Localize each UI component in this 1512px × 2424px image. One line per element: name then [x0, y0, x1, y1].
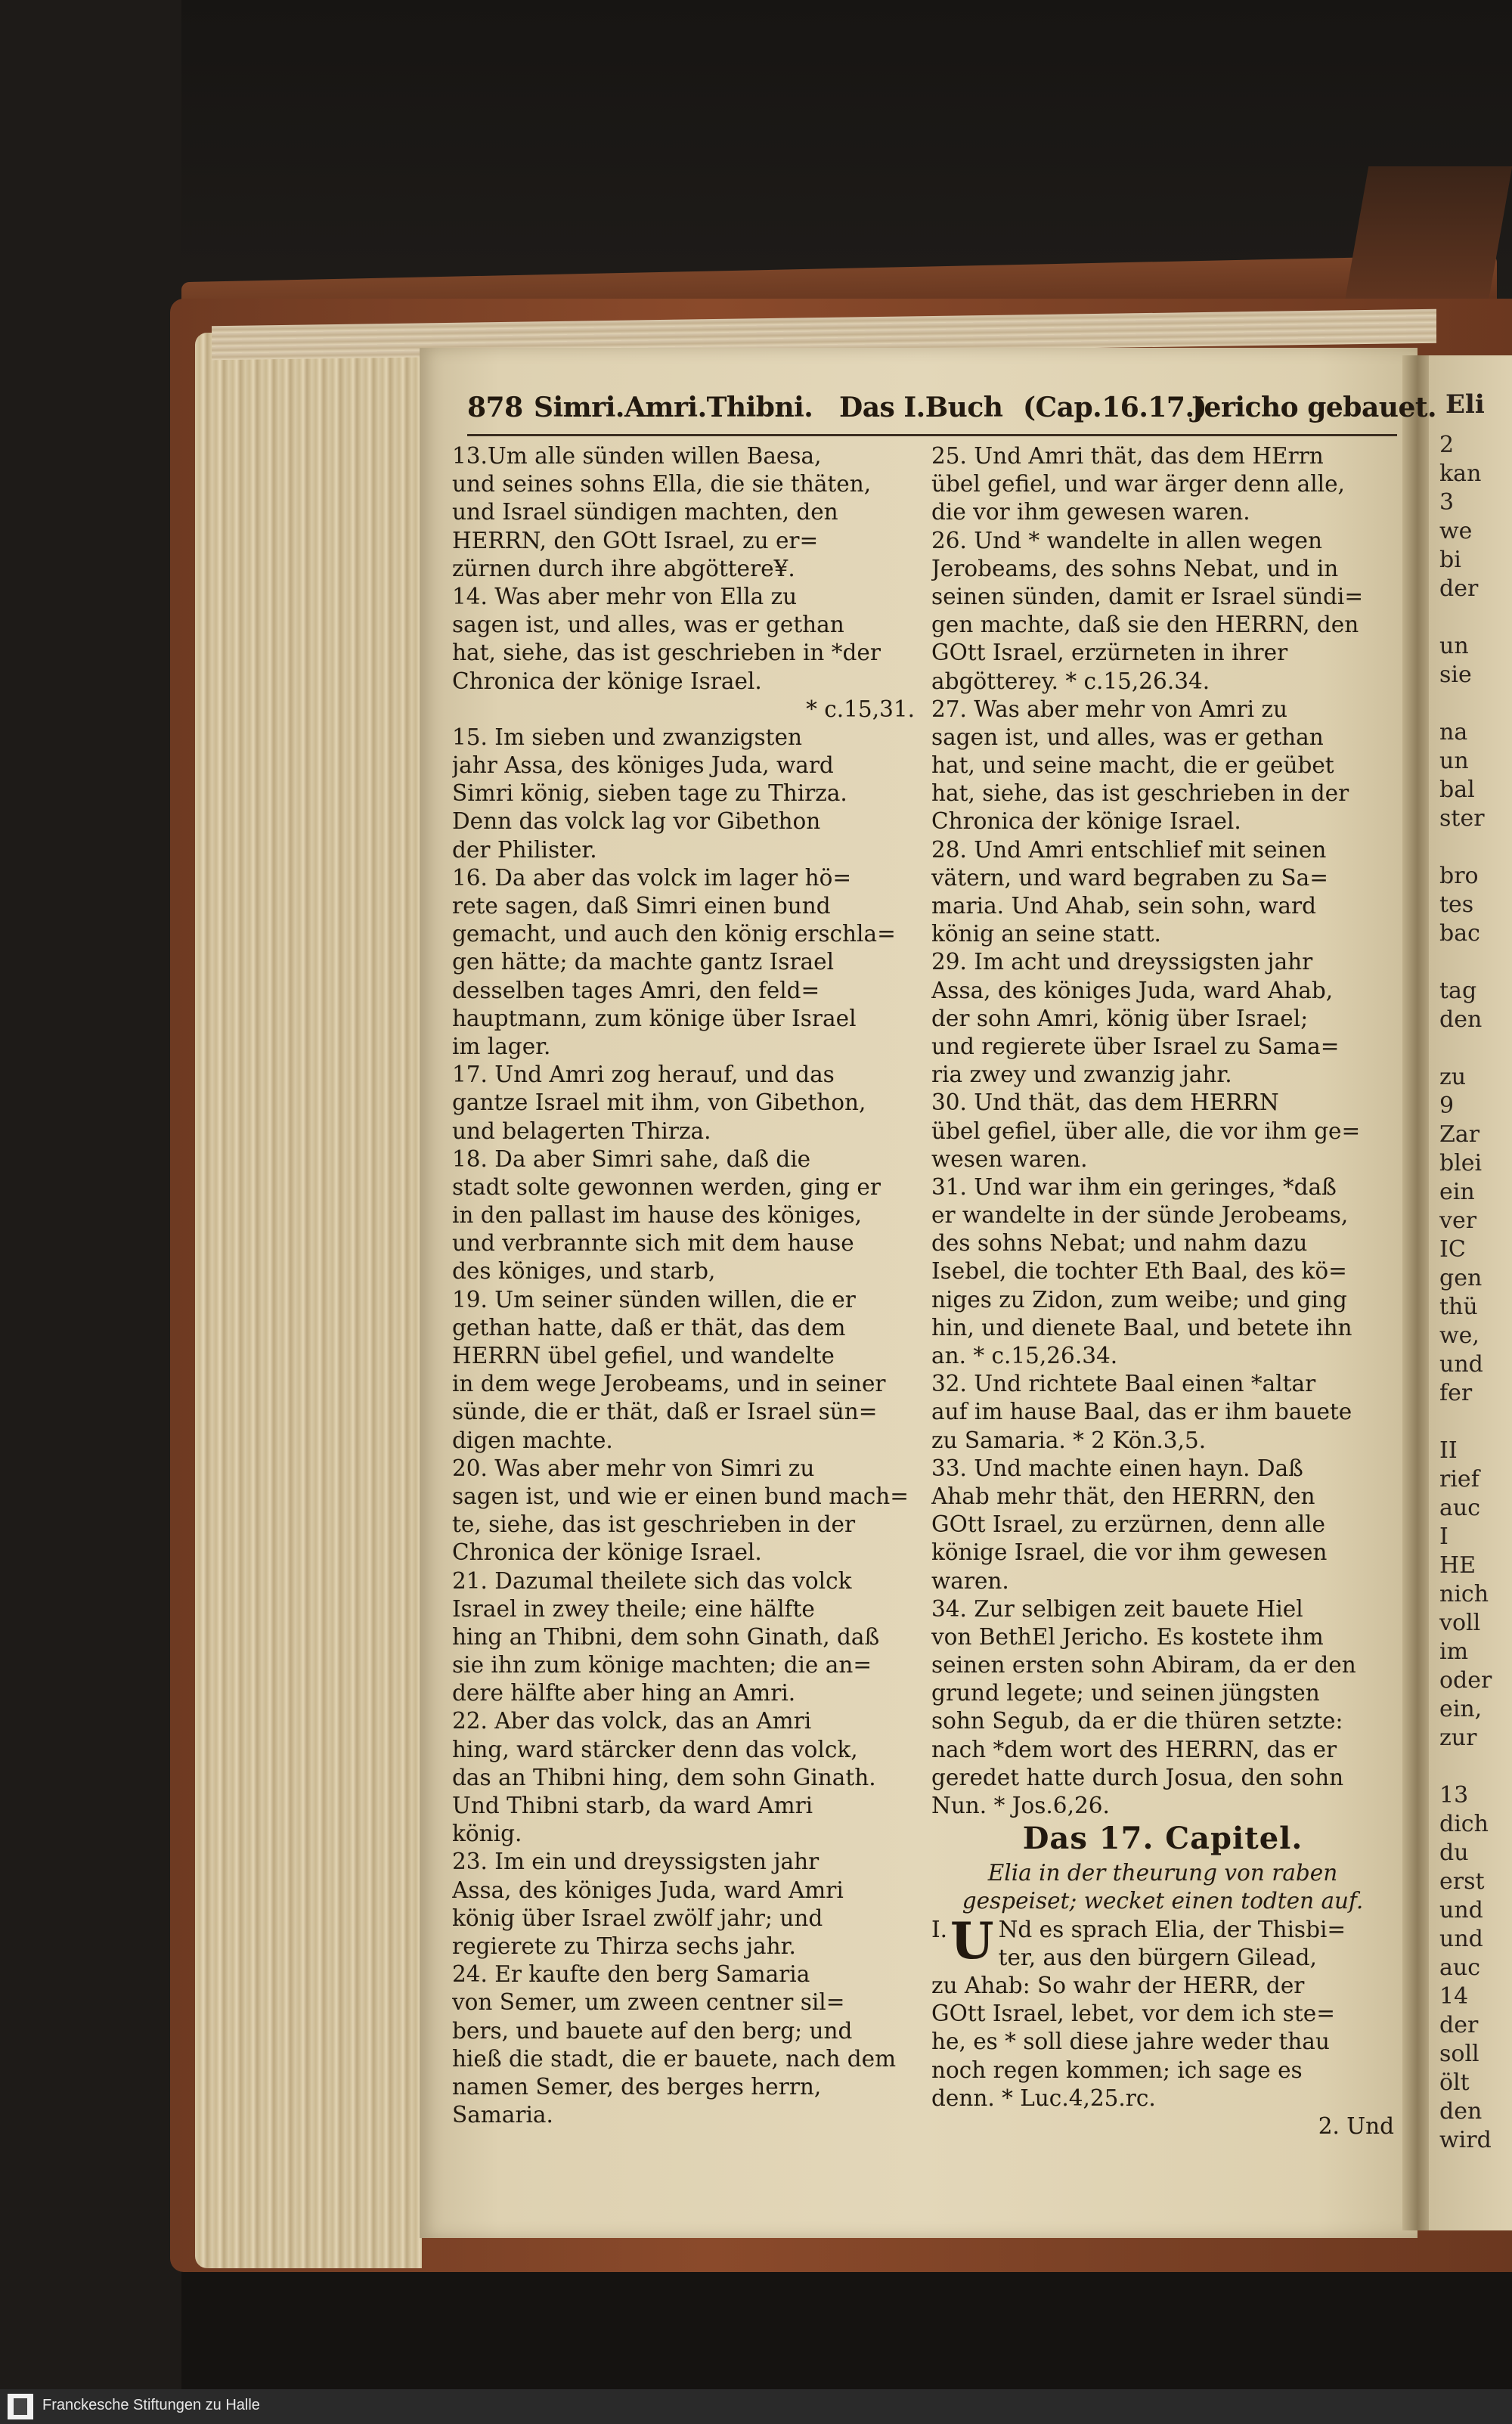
facing-page — [1429, 355, 1512, 2230]
text-line: hing, ward stärcker denn das volck, — [452, 1736, 858, 1762]
facing-text-fragment: 13 — [1439, 1782, 1469, 1809]
text-line: seinen ersten sohn Abiram, da er den — [931, 1652, 1356, 1679]
text-line: Chronica der könige Israel. — [452, 1539, 762, 1566]
footer-bar — [0, 2389, 1512, 2424]
facing-text-fragment: bi — [1439, 547, 1461, 573]
text-line: wesen waren. — [931, 1145, 1088, 1172]
facing-text-fragment: und — [1439, 1926, 1483, 1952]
chapter-summary-line: Elia in der theurung von raben — [987, 1860, 1338, 1886]
facing-text-fragment: soll — [1439, 2041, 1479, 2067]
text-line: hat, siehe, das ist geschrieben in der — [931, 780, 1349, 807]
text-line: 24. Er kaufte den berg Samaria — [452, 1961, 810, 1988]
text-line: und verbrannte sich mit dem hause — [452, 1230, 854, 1257]
text-line: HERRN, den GOtt Israel, zu er= — [452, 527, 819, 553]
text-line: Chronica der könige Israel. — [452, 668, 762, 694]
facing-header-fragment: Eli — [1445, 389, 1485, 420]
text-line: Nd es sprach Elia, der Thisbi= — [998, 1916, 1346, 1942]
facing-text-fragment: und — [1439, 1897, 1483, 1923]
text-line: ria zwey und zwanzig jahr. — [931, 1062, 1232, 1088]
facing-text-fragment: HE — [1439, 1552, 1476, 1579]
text-column-right — [931, 442, 1394, 2140]
text-line: Isebel, die tochter Eth Baal, des kö= — [931, 1258, 1347, 1285]
text-line: regierete zu Thirza sechs jahr. — [452, 1933, 796, 1959]
text-line: seinen sünden, damit er Israel sündi= — [931, 583, 1364, 609]
facing-text-fragment: kan — [1439, 460, 1482, 487]
facing-text-fragment: bac — [1439, 920, 1480, 947]
facing-text-fragment: der — [1439, 2012, 1479, 2038]
text-line: 25. Und Amri thät, das dem HErrn — [931, 443, 1324, 469]
chapter-reference: (Cap.16.17.) — [1023, 392, 1207, 423]
facing-text-fragment: zu — [1439, 1064, 1467, 1090]
text-line: te, siehe, das ist geschrieben in der — [452, 1511, 856, 1538]
facing-text-fragment: IC — [1439, 1236, 1466, 1263]
text-line: sagen ist, und alles, was er gethan — [452, 612, 844, 638]
text-line: könig an seine statt. — [931, 921, 1161, 947]
text-line: zürnen durch ihre abgöttere¥. — [452, 555, 795, 581]
facing-text-fragment: we — [1439, 518, 1473, 544]
facing-text-fragment: den — [1439, 1006, 1483, 1033]
text-line: Israel in zwey theile; eine hälfte — [452, 1595, 815, 1622]
facing-text-fragment: gen — [1439, 1265, 1483, 1291]
text-line: Simri könig, sieben tage zu Thirza. — [452, 780, 847, 807]
text-line: denn. * Luc.4,25.rc. — [931, 2085, 1156, 2111]
text-line: GOtt Israel, lebet, vor dem ich ste= — [931, 2001, 1335, 2027]
text-line: 22. Aber das volck, das an Amri — [452, 1708, 812, 1734]
header-rule — [467, 434, 1397, 436]
text-line: sohn Segub, da er die thüren setzte: — [931, 1708, 1343, 1734]
text-line: und seines sohns Ella, die sie thäten, — [452, 471, 872, 498]
text-line: gen machte, daß sie den HERRN, den — [931, 612, 1359, 638]
facing-text-fragment: I — [1439, 1524, 1448, 1550]
text-line: des königes, und starb, — [452, 1258, 716, 1285]
facing-text-fragment: oder — [1439, 1667, 1492, 1694]
text-line: er wandelte in der sünde Jerobeams, — [931, 1202, 1349, 1229]
text-line: Assa, des königes Juda, ward Ahab, — [931, 977, 1334, 1003]
text-line: maria. Und Ahab, sein sohn, ward — [931, 893, 1316, 919]
right-column-verses — [931, 442, 1394, 1820]
facing-text-fragment: tes — [1439, 891, 1474, 918]
text-line: Nun. * Jos.6,26. — [931, 1793, 1110, 1818]
facing-text-fragment: der — [1439, 575, 1479, 602]
facing-text-fragment: thü — [1439, 1294, 1478, 1320]
text-line: Ahab mehr thät, den HERRN, den — [931, 1483, 1315, 1509]
text-line: 13.Um alle sünden willen Baesa, — [452, 443, 822, 469]
text-line: von BethEl Jericho. Es kostete ihm — [931, 1623, 1324, 1650]
text-line: HERRN übel gefiel, und wandelte — [452, 1343, 835, 1369]
facing-text-fragment: zur — [1439, 1725, 1477, 1751]
text-line: gethan hatte, daß er thät, das dem — [452, 1314, 846, 1341]
text-line: jahr Assa, des königes Juda, ward — [452, 752, 834, 779]
text-line: der sohn Amri, könig über Israel; — [931, 1005, 1309, 1031]
text-line: der Philister. — [452, 836, 597, 863]
text-line: desselben tages Amri, den feld= — [452, 977, 820, 1003]
text-line: in den pallast im hause des königes, — [452, 1202, 862, 1229]
facing-text-fragment: ein — [1439, 1179, 1475, 1205]
text-line: 21. Dazumal theilete sich das volck — [452, 1567, 852, 1594]
text-line: im lager. — [452, 1033, 551, 1059]
text-line: 19. Um seiner sünden willen, die er — [452, 1286, 856, 1313]
text-line: hin, und dienete Baal, und betete ihn — [931, 1314, 1352, 1341]
page-edges — [195, 333, 422, 2268]
text-line: Und Thibni starb, da ward Amri — [452, 1793, 813, 1818]
text-line: Samaria. — [452, 2102, 553, 2128]
text-line: sagen ist, und alles, was er gethan — [931, 724, 1324, 750]
text-line: gemacht, und auch den könig erschla= — [452, 921, 896, 947]
book-title: Das I.Buch — [839, 392, 1003, 423]
text-line: * c.15,31. — [806, 696, 915, 722]
facing-text-fragment: un — [1439, 633, 1469, 659]
text-line: dere hälfte aber hing an Amri. — [452, 1680, 796, 1706]
text-line: vätern, und ward begraben zu Sa= — [931, 864, 1328, 891]
text-line: 26. Und * wandelte in allen wegen — [931, 527, 1322, 553]
facing-text-fragment: ölt — [1439, 2069, 1470, 2096]
facing-text-fragment: na — [1439, 719, 1468, 745]
facing-text-fragment: un — [1439, 748, 1469, 774]
text-line: stadt solte gewonnen werden, ging er — [452, 1173, 881, 1200]
drop-initial: U — [950, 1911, 994, 1970]
chapter-summary-line: gespeiset; wecket einen todten auf. — [962, 1888, 1364, 1914]
chapter-heading: Das 17. Capitel. — [1022, 1821, 1303, 1857]
facing-text-fragment: erst — [1439, 1868, 1485, 1895]
text-line: hat, siehe, das ist geschrieben in *der — [452, 640, 881, 666]
facing-text-fragment: auc — [1439, 1495, 1481, 1521]
facing-text-fragment: sie — [1439, 662, 1472, 688]
text-line: zu Ahab: So wahr der HERR, der — [931, 1972, 1305, 1998]
text-line: könig über Israel zwölf jahr; und — [452, 1905, 823, 1931]
text-line: ter, aus den bürgern Gilead, — [998, 1944, 1317, 1970]
text-line: GOtt Israel, zu erzürnen, denn alle — [931, 1511, 1325, 1538]
text-line: namen Semer, des berges herrn, — [452, 2073, 822, 2100]
text-line: GOtt Israel, erzürneten in ihrer — [931, 640, 1288, 666]
text-line: gantze Israel mit ihm, von Gibethon, — [452, 1090, 866, 1116]
text-line: 14. Was aber mehr von Ella zu — [452, 583, 798, 609]
text-line: 15. Im sieben und zwanzigsten — [452, 724, 802, 750]
text-line: 30. Und thät, das dem HERRN — [931, 1090, 1279, 1116]
text-line: 33. Und machte einen hayn. Daß — [931, 1455, 1303, 1481]
text-line: Chronica der könige Israel. — [931, 808, 1241, 835]
text-line: 32. Und richtete Baal einen *altar — [931, 1371, 1316, 1397]
verse-number: I. — [931, 1916, 948, 1942]
text-line: 20. Was aber mehr von Simri zu — [452, 1455, 815, 1481]
text-line: des sohns Nebat; und nahm dazu — [931, 1230, 1308, 1257]
running-header — [467, 392, 1437, 434]
text-line: 34. Zur selbigen zeit bauete Hiel — [931, 1595, 1303, 1622]
facing-text-fragment: bro — [1439, 863, 1479, 889]
page-number: 878 — [467, 392, 523, 423]
text-line: 27. Was aber mehr von Amri zu — [931, 696, 1288, 722]
text-line: Assa, des königes Juda, ward Amri — [452, 1877, 844, 1903]
text-line: könig. — [452, 1821, 522, 1847]
text-line: Jerobeams, des sohns Nebat, und in — [931, 555, 1339, 581]
chapter-17-lines — [931, 1972, 1394, 2112]
text-line: an. * c.15,26.34. — [931, 1343, 1118, 1369]
text-line: Denn das volck lag vor Gibethon — [452, 808, 821, 835]
text-line: 23. Im ein und dreyssigsten jahr — [452, 1849, 820, 1875]
text-line: grund legete; und seinen jüngsten — [931, 1680, 1320, 1706]
text-line: und belagerten Thirza. — [452, 1117, 711, 1144]
text-line: das an Thibni hing, dem sohn Ginath. — [452, 1764, 876, 1790]
facing-text-fragment: fer — [1439, 1380, 1473, 1406]
text-line: hat, und seine macht, die er geübet — [931, 752, 1334, 779]
text-line: hing an Thibni, dem sohn Ginath, daß — [452, 1623, 880, 1650]
text-line: he, es * soll diese jahre weder thau — [931, 2029, 1330, 2055]
facing-text-fragment: II — [1439, 1437, 1458, 1464]
facing-text-fragment: wird — [1439, 2127, 1492, 2153]
text-line: noch regen kommen; ich sage es — [931, 2057, 1303, 2083]
text-line: niges zu Zidon, zum weibe; und ging — [931, 1286, 1347, 1313]
facing-text-fragment: ver — [1439, 1207, 1477, 1234]
text-line: und Israel sündigen machten, den — [452, 499, 838, 525]
text-line: könige Israel, die vor ihm gewesen — [931, 1539, 1328, 1566]
text-line: sagen ist, und wie er einen bund mach= — [452, 1483, 909, 1509]
text-line: hauptmann, zum könige über Israel — [452, 1005, 857, 1031]
facing-text-fragment: voll — [1439, 1610, 1481, 1636]
facing-text-fragment: 2 — [1439, 432, 1455, 458]
verse-1-block — [931, 1911, 1394, 1972]
facing-text-fragment: nich — [1439, 1581, 1489, 1607]
text-line: geredet hatte durch Josua, den sohn — [931, 1764, 1344, 1790]
text-line: gen hätte; da machte gantz Israel — [452, 949, 835, 975]
text-line: bers, und bauete auf den berg; und — [452, 2017, 853, 2044]
text-line: sie ihn zum könige machten; die an= — [452, 1652, 872, 1679]
text-line: auf im hause Baal, das er ihm bauete — [931, 1399, 1352, 1425]
facing-text-fragment: auc — [1439, 1954, 1481, 1981]
text-column-left — [452, 442, 915, 2129]
facing-text-fragment: im — [1439, 1638, 1469, 1665]
page-gutter — [1402, 355, 1433, 2230]
institution-logo-icon — [8, 2394, 33, 2419]
text-line: 31. Und war ihm ein geringes, *daß — [931, 1173, 1337, 1200]
facing-text-fragment: Zar — [1439, 1121, 1480, 1148]
facing-text-fragment: dich — [1439, 1811, 1489, 1837]
text-line: übel gefiel, über alle, die vor ihm ge= — [931, 1117, 1361, 1144]
text-line: 28. Und Amri entschlief mit seinen — [931, 836, 1327, 863]
text-line: rete sagen, daß Simri einen bund — [452, 893, 831, 919]
dark-background-left — [0, 0, 181, 2424]
facing-text-fragment: bal — [1439, 776, 1475, 803]
left-running-title: Simri.Amri.Thibni. — [534, 392, 813, 423]
text-line: digen machte. — [452, 1427, 613, 1453]
facing-text-fragment: rief — [1439, 1466, 1479, 1493]
text-line: 17. Und Amri zog herauf, und das — [452, 1062, 835, 1088]
facing-text-fragment: blei — [1439, 1150, 1483, 1176]
text-line: waren. — [931, 1567, 1009, 1594]
text-line: nach *dem wort des HERRN, das er — [931, 1736, 1337, 1762]
catchword: 2. Und — [1318, 2112, 1394, 2139]
text-line: übel gefiel, und war ärger denn alle, — [931, 471, 1345, 498]
text-line: von Semer, um zween centner sil= — [452, 1989, 845, 2016]
text-line: sünde, die er thät, daß er Israel sün= — [452, 1399, 878, 1425]
text-line: 18. Da aber Simri sahe, daß die — [452, 1145, 811, 1172]
facing-text-fragment: we, — [1439, 1322, 1479, 1349]
right-running-title: Jericho gebauet. — [1191, 392, 1437, 423]
text-line: in dem wege Jerobeams, und in seiner — [452, 1371, 886, 1397]
text-line: hieß die stadt, die er bauete, nach dem — [452, 2045, 897, 2072]
facing-text-fragment: du — [1439, 1840, 1469, 1866]
facing-text-fragment: 14 — [1439, 1983, 1469, 2010]
facing-text-fragment: den — [1439, 2098, 1483, 2125]
text-line: zu Samaria. * 2 Kön.3,5. — [931, 1427, 1207, 1453]
text-line: und regierete über Israel zu Sama= — [931, 1033, 1340, 1059]
institution-name: Franckesche Stiftungen zu Halle — [42, 2397, 260, 2413]
text-line: die vor ihm gewesen waren. — [931, 499, 1250, 525]
facing-text-fragment: 3 — [1439, 489, 1455, 516]
facing-text-fragment: 9 — [1439, 1093, 1455, 1119]
text-line: 29. Im acht und dreyssigsten jahr — [931, 949, 1313, 975]
facing-text-fragment: tag — [1439, 978, 1477, 1004]
facing-text-fragment: ster — [1439, 805, 1485, 832]
text-line: 16. Da aber das volck im lager hö= — [452, 864, 852, 891]
text-line: abgötterey. * c.15,26.34. — [931, 668, 1210, 694]
facing-text-fragment: ein, — [1439, 1696, 1483, 1722]
facing-text-fragment: und — [1439, 1351, 1483, 1378]
